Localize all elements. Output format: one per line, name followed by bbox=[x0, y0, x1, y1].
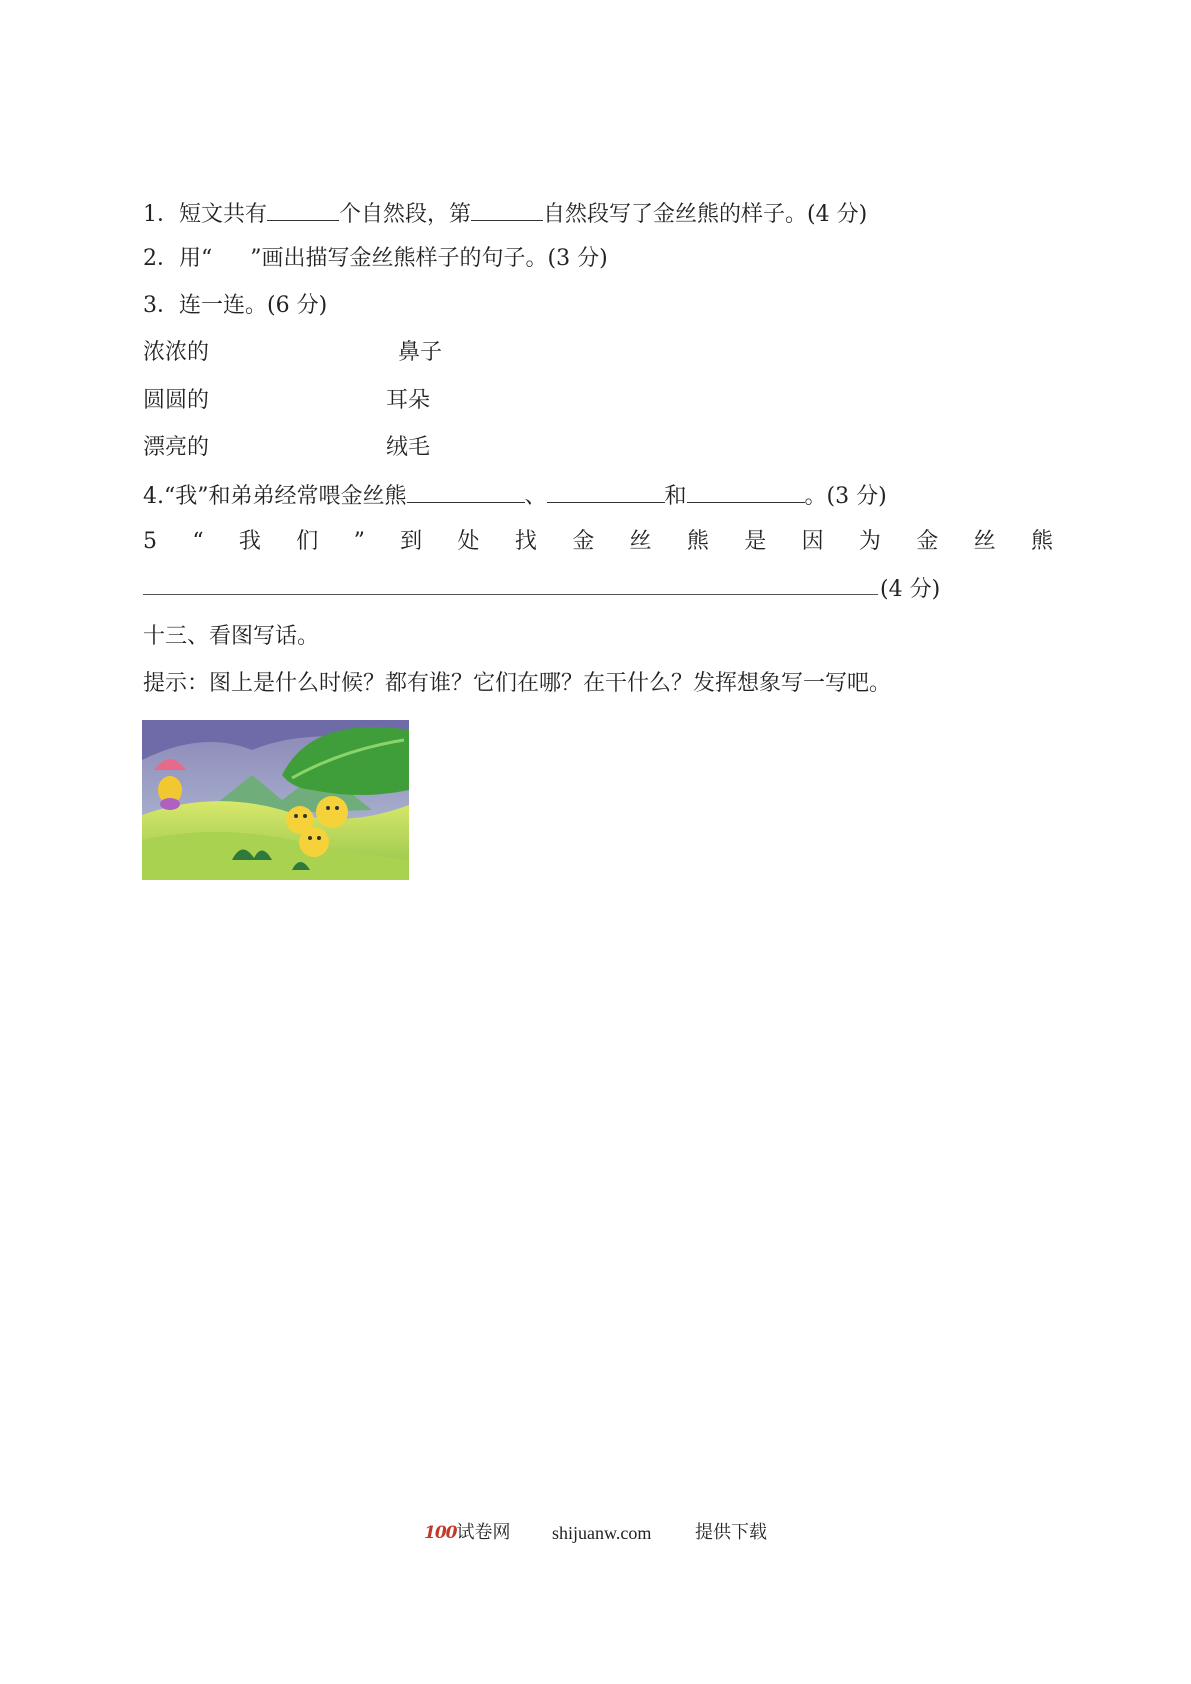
q1-blank-2[interactable] bbox=[471, 198, 543, 221]
q1-mid: 个自然段，第 bbox=[339, 202, 472, 227]
match-right-2[interactable]: 耳朵 bbox=[386, 388, 431, 413]
q2-prefix: 2．用“ bbox=[143, 246, 213, 271]
q4-sep2: 和 bbox=[664, 484, 687, 509]
section-13-hint: 提示：图上是什么时候？都有谁？它们在哪？在干什么？发挥想象写一写吧。 bbox=[143, 671, 892, 696]
match-left-3: 漂亮的 bbox=[143, 435, 210, 460]
q5-char: 熊 bbox=[686, 529, 709, 554]
q5-char: 因 bbox=[801, 529, 824, 554]
q4-suffix: 。(3 分) bbox=[804, 484, 887, 509]
q5-char: 丝 bbox=[973, 529, 996, 554]
match-left-1: 浓浓的 bbox=[143, 340, 210, 365]
question-3-title: 3．连一连。(6 分) bbox=[143, 293, 328, 318]
q5-char: 我 bbox=[238, 529, 261, 554]
question-2 bbox=[143, 244, 608, 274]
question-1 bbox=[143, 198, 867, 230]
section-13-title: 十三、看图写话。 bbox=[143, 624, 320, 649]
q5-score: (4 分) bbox=[880, 577, 941, 602]
match-left-2: 圆圆的 bbox=[143, 388, 210, 413]
rainy-chicks-illustration bbox=[142, 720, 409, 880]
q5-char: 熊 bbox=[1030, 529, 1053, 554]
q2-suffix: ”画出描写金丝熊样子的句子。(3 分) bbox=[250, 246, 608, 271]
site-name: 试卷网 bbox=[456, 1522, 511, 1543]
q5-answer-line[interactable] bbox=[143, 594, 878, 595]
q5-char: “ bbox=[192, 529, 204, 554]
q5-char: 金 bbox=[916, 529, 939, 554]
question-4 bbox=[143, 480, 887, 512]
site-logo: 100 bbox=[424, 1523, 457, 1543]
q5-char: ” bbox=[353, 529, 365, 554]
q4-sep1: 、 bbox=[524, 484, 547, 509]
q4-prefix: 4.“我”和弟弟经常喂金丝熊 bbox=[143, 484, 407, 509]
q5-char: 找 bbox=[514, 529, 537, 554]
q1-blank-1[interactable] bbox=[267, 198, 339, 221]
q5-char: 金 bbox=[572, 529, 595, 554]
q4-blank-2[interactable] bbox=[547, 480, 665, 503]
q5-char: 到 bbox=[400, 529, 423, 554]
q5-char: 是 bbox=[744, 529, 767, 554]
q5-char: 们 bbox=[296, 529, 319, 554]
q4-blank-3[interactable] bbox=[687, 480, 805, 503]
q5-char: 5 bbox=[143, 529, 157, 554]
q4-blank-1[interactable] bbox=[407, 480, 525, 503]
q5-char: 丝 bbox=[629, 529, 652, 554]
footer-action: 提供下载 bbox=[695, 1522, 767, 1543]
footer-brand bbox=[424, 1521, 511, 1545]
q1-suffix: 自然段写了金丝熊的样子。(4 分) bbox=[543, 202, 868, 227]
footer-domain[interactable]: shijuanw.com bbox=[552, 1523, 652, 1543]
q5-char: 处 bbox=[457, 529, 480, 554]
q5-char: 为 bbox=[858, 529, 881, 554]
question-5 bbox=[143, 527, 1053, 557]
match-right-3[interactable]: 绒毛 bbox=[386, 435, 431, 460]
q1-prefix: 1．短文共有 bbox=[143, 202, 267, 227]
match-right-1[interactable]: 鼻子 bbox=[398, 340, 443, 365]
